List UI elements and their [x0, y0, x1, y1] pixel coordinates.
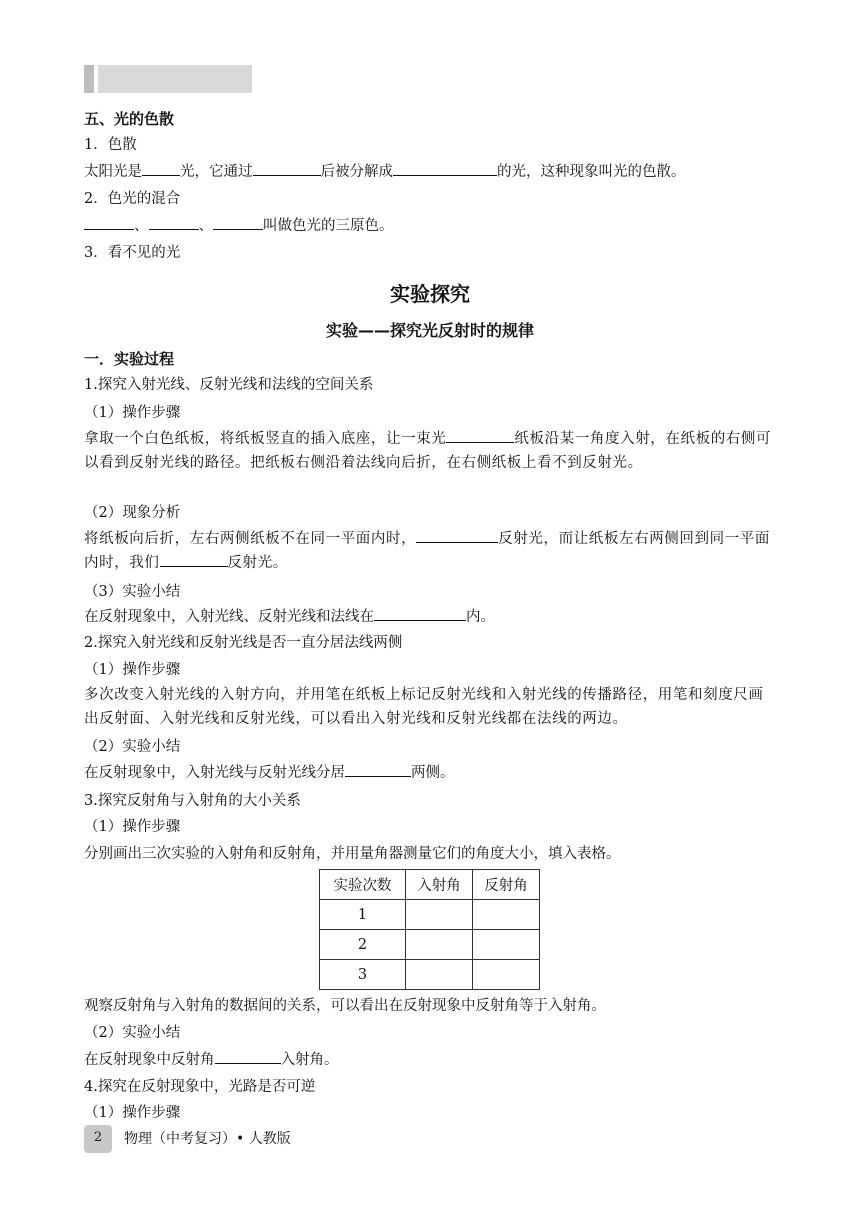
summary-label: （2）实验小结 [84, 739, 181, 755]
blank[interactable] [84, 215, 134, 230]
table-row [320, 960, 540, 990]
table-cell[interactable] [406, 960, 473, 990]
experiment-title: 实验——探究光反射时的规律 [325, 321, 534, 340]
step-label: （1）操作步骤 [84, 662, 181, 678]
page-number: 2 [84, 1125, 112, 1153]
summary-label: （2）实验小结 [84, 1025, 181, 1041]
blank[interactable] [374, 606, 466, 621]
blank[interactable] [149, 215, 199, 230]
procedure-sentence: 分别画出三次实验的入射角和反射角，并用量角器测量它们的角度大小，填入表格。 [84, 846, 621, 862]
table-row [320, 930, 540, 960]
analysis-label: （2）现象分析 [84, 505, 181, 521]
table-row [320, 900, 540, 930]
item-4: 4.探究在反射现象中，光路是否可逆 [84, 1079, 316, 1095]
blank[interactable] [393, 161, 497, 176]
analysis-paragraph: 将纸板向后折，左右两侧纸板不在同一平面内时， 反射光，而让纸板左右两侧回到同一平面内时，我们 反射光。 [84, 527, 778, 575]
table-cell[interactable] [473, 900, 540, 930]
procedure-paragraph: 多次改变入射光线的入射方向，并用笔在纸板上标记反射光线和入射光线的传播路径，用笔和刻度尺画出反射面、入射光线和反射光线，可以看出入射光线和反射光线都在法线的两边。 [84, 687, 764, 727]
item-3: 3.探究反射角与入射角的大小关系 [84, 793, 301, 809]
blank[interactable] [416, 528, 498, 543]
summary-sentence: 在反射现象中，入射光线、反射光线和法线在 内。 [84, 605, 495, 629]
table-cell[interactable] [406, 900, 473, 930]
table-cell[interactable] [473, 960, 540, 990]
blank[interactable] [446, 428, 514, 443]
table-header: 反射角 [473, 870, 540, 900]
observation-sentence: 观察反射角与入射角的数据间的关系，可以看出在反射现象中反射角等于入射角。 [84, 998, 606, 1014]
step-label: （1）操作步骤 [84, 405, 181, 421]
header-bar [98, 65, 252, 93]
blank[interactable] [160, 552, 228, 567]
summary-label: （3）实验小结 [84, 584, 181, 600]
blank[interactable] [142, 161, 180, 176]
page-heading: 实验探究 [390, 282, 470, 306]
section-title: 五、光的色散 [84, 110, 175, 128]
subsection-dispersion: 1．色散 [84, 137, 137, 153]
subsection-invisible-light: 3．看不见的光 [84, 245, 181, 261]
blank[interactable] [215, 1049, 281, 1064]
table-header: 实验次数 [320, 870, 406, 900]
summary-sentence: 在反射现象中反射角 入射角。 [84, 1048, 339, 1072]
subsection-mixing: 2．色光的混合 [84, 191, 181, 207]
step-label: （1）操作步骤 [84, 1105, 181, 1121]
blank[interactable] [213, 215, 263, 230]
step-label: （1）操作步骤 [84, 819, 181, 835]
table-cell: 3 [320, 960, 406, 990]
item-2: 2.探究入射光线和反射光线是否一直分居法线两侧 [84, 635, 403, 651]
blank[interactable] [345, 762, 411, 777]
primary-colors-sentence: 、 、 叫做色光的三原色。 [84, 214, 394, 238]
table-cell[interactable] [406, 930, 473, 960]
blank[interactable] [253, 161, 321, 176]
footer-text: 物理（中考复习）• 人教版 [124, 1131, 291, 1147]
item-1: 1.探究入射光线、反射光线和法线的空间关系 [84, 377, 374, 393]
table-cell: 1 [320, 900, 406, 930]
table-header: 入射角 [406, 870, 473, 900]
table-cell[interactable] [473, 930, 540, 960]
header-accent [84, 65, 94, 93]
procedure-paragraph: 拿取一个白色纸板，将纸板竖直的插入底座，让一束光 纸板沿某一角度入射，在纸板的右侧可以看到反射光线的路径。把纸板右侧沿着法线向后折，在右侧纸板上看不到反射光。 [84, 427, 778, 475]
data-table [319, 869, 540, 990]
dispersion-sentence: 太阳光是 光，它通过 后被分解成 的光，这种现象叫光的色散。 [84, 160, 686, 184]
table-cell: 2 [320, 930, 406, 960]
part-title: 一．实验过程 [84, 350, 175, 368]
table-header-row [320, 870, 540, 900]
summary-sentence: 在反射现象中，入射光线与反射光线分居 两侧。 [84, 761, 455, 785]
